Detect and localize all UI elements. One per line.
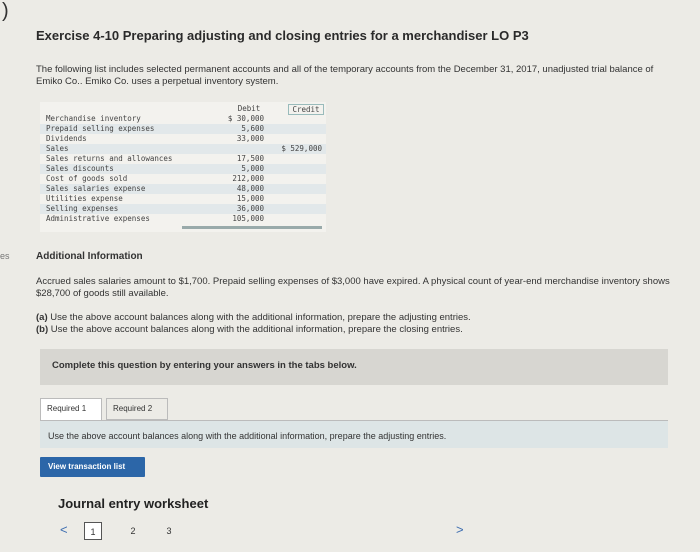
- part-b-text: Use the above account balances along with the additional information, prepare the closing entries.: [48, 324, 463, 335]
- trial-balance-row: [40, 144, 326, 154]
- account-name: Cost of goods sold: [46, 174, 128, 183]
- page-title: Exercise 4-10 Preparing adjusting and closing entries for a merchandiser LO P3: [36, 28, 529, 43]
- credit-header: Credit: [288, 104, 324, 115]
- debit-value: 105,000: [232, 214, 264, 223]
- intro-text: The following list includes selected permanent accounts and all of the temporary accounts from the December 31, 2017, unadjusted trial balance of Emiko Co.. Emiko Co. uses a perpetual inventory system.: [36, 64, 654, 87]
- account-name: Administrative expenses: [46, 214, 150, 223]
- trial-balance-row: [40, 174, 326, 184]
- part-a: [36, 312, 471, 323]
- part-a-label: (a): [36, 312, 48, 323]
- left-margin-text: es: [0, 251, 10, 261]
- instruction-box: Complete this question by entering your answers in the tabs below.: [40, 349, 668, 385]
- account-name: Sales: [46, 144, 69, 153]
- trial-balance-row: [40, 164, 326, 174]
- trial-balance-underline: [182, 226, 322, 229]
- page-3[interactable]: 3: [166, 526, 172, 536]
- account-name: Prepaid selling expenses: [46, 124, 155, 133]
- tab-panel-text: Use the above account balances along with the additional information, prepare the adjusting entries.: [40, 420, 668, 448]
- part-b-label: (b): [36, 324, 49, 335]
- trial-balance-row: [40, 134, 326, 144]
- debit-value: 212,000: [232, 174, 264, 183]
- debit-value: 5,000: [241, 164, 264, 173]
- account-name: Dividends: [46, 134, 87, 143]
- journal-entry-worksheet: [40, 488, 480, 552]
- page-1[interactable]: 1: [84, 522, 102, 540]
- account-name: Selling expenses: [46, 204, 119, 213]
- account-name: Sales returns and allowances: [46, 154, 173, 163]
- part-b: [36, 324, 463, 335]
- credit-value: $ 529,000: [281, 144, 322, 153]
- debit-value: 5,600: [241, 124, 264, 133]
- trial-balance-row: [40, 194, 326, 204]
- trial-balance-row: [40, 204, 326, 214]
- worksheet-title: Journal entry worksheet: [58, 496, 209, 511]
- debit-value: $ 30,000: [227, 114, 264, 123]
- debit-value: 33,000: [236, 134, 264, 143]
- trial-balance-row: [40, 214, 326, 224]
- account-name: Utilities expense: [46, 194, 123, 203]
- view-transaction-list-button[interactable]: View transaction list: [40, 457, 145, 477]
- debit-value: 36,000: [236, 204, 264, 213]
- trial-balance-row: [40, 114, 326, 124]
- chevron-right-icon[interactable]: >: [456, 522, 464, 537]
- left-edge-glyph: ): [2, 0, 9, 22]
- additional-info-text: Accrued sales salaries amount to $1,700. Prepaid selling expenses of $3,000 have expired. A physical count of year-end merchandise inventory shows $28,700 of goods still available.: [36, 276, 670, 299]
- debit-header: Debit: [237, 104, 261, 113]
- chevron-left-icon[interactable]: <: [60, 522, 68, 537]
- part-a-text: Use the above account balances along with the additional information, prepare the adjusting entries.: [47, 312, 471, 323]
- tab-required-2[interactable]: Required 2: [106, 398, 168, 420]
- additional-info-title: Additional Information: [36, 251, 143, 262]
- account-name: Merchandise inventory: [46, 114, 141, 123]
- trial-balance-row: [40, 154, 326, 164]
- trial-balance-row: [40, 124, 326, 134]
- tab-required-1[interactable]: Required 1: [40, 398, 102, 420]
- account-name: Sales salaries expense: [46, 184, 146, 193]
- trial-balance-table: [40, 102, 326, 232]
- debit-value: 17,500: [236, 154, 264, 163]
- debit-value: 15,000: [236, 194, 264, 203]
- debit-value: 48,000: [236, 184, 264, 193]
- trial-balance-row: [40, 184, 326, 194]
- page-2[interactable]: 2: [130, 526, 136, 536]
- account-name: Sales discounts: [46, 164, 114, 173]
